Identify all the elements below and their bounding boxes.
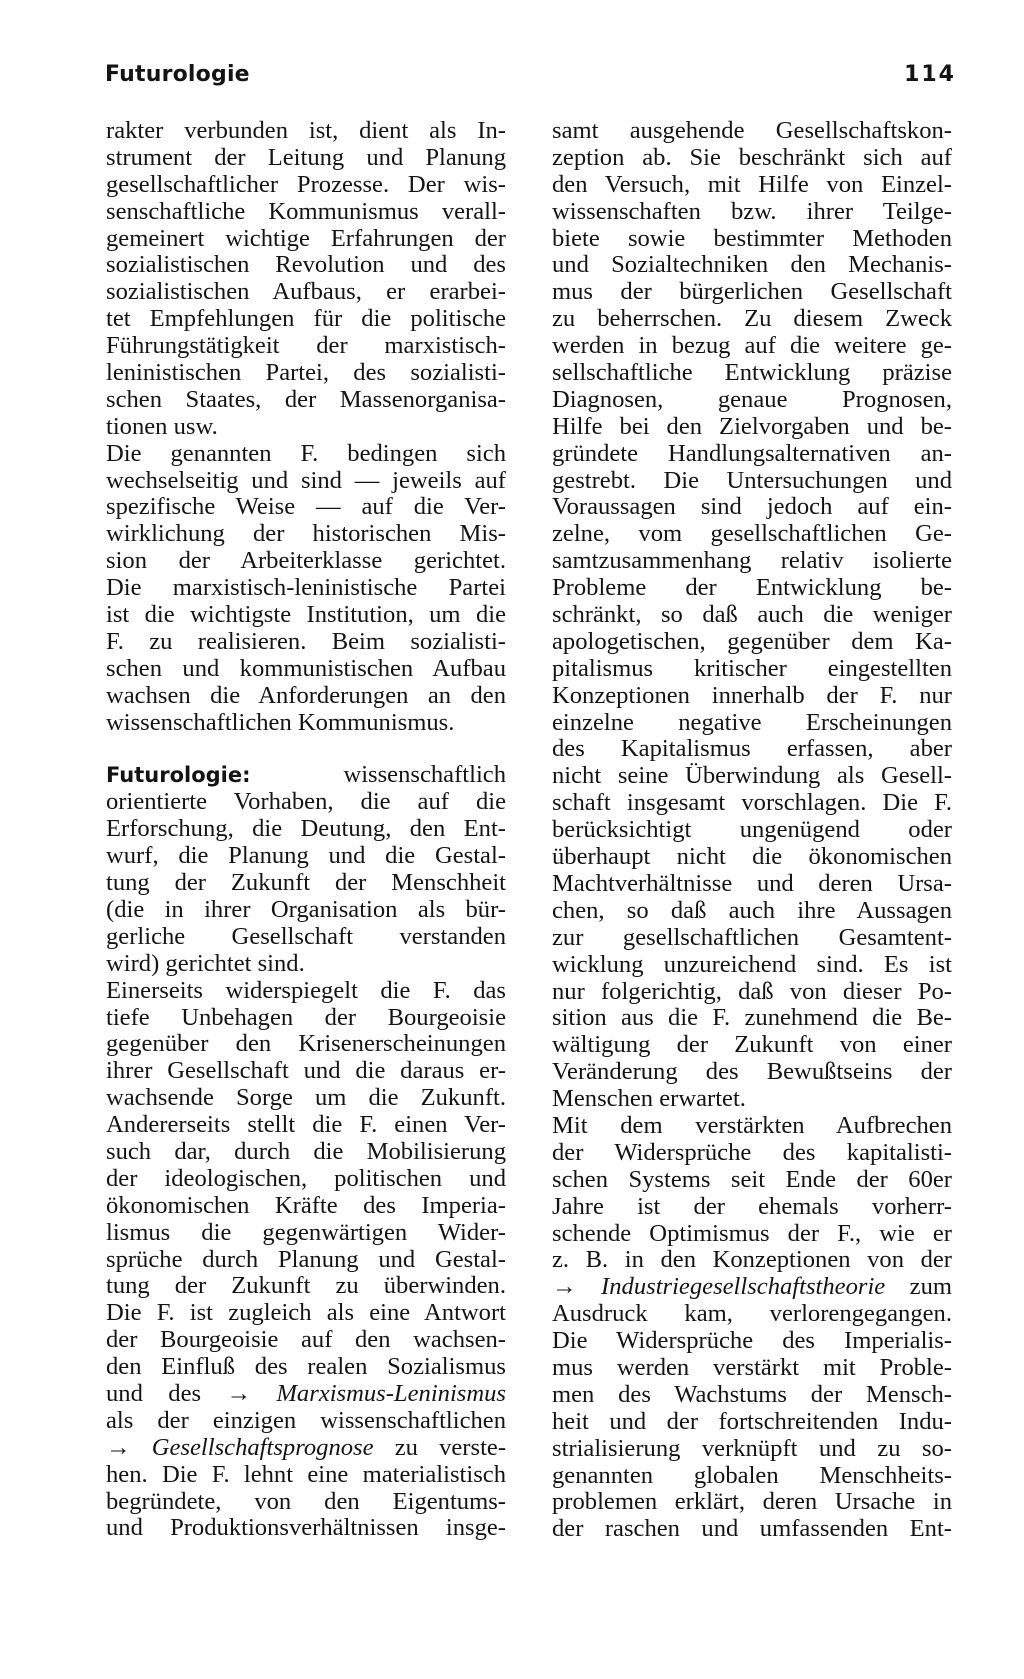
text-line: überhaupt nicht die ökonomischen xyxy=(552,843,952,871)
text-line: strument der Leitung und Planung xyxy=(106,143,506,171)
text-line: Konzeptionen innerhalb der F. nur xyxy=(552,681,952,709)
text-line: Erforschung, die Deutung, den Ent- xyxy=(106,815,506,843)
text-line: genannten globalen Menschheits- xyxy=(552,1461,952,1489)
text-line: tet Empfehlungen für die politische xyxy=(106,305,506,333)
text-line: tiefe Unbehagen der Bourgeoisie xyxy=(106,1003,506,1031)
text-line: schränkt, so daß auch die weniger xyxy=(552,601,952,629)
text-line: Die genannten F. bedingen sich xyxy=(106,439,506,467)
text-line: gerliche Gesellschaft verstanden xyxy=(106,922,506,950)
text-line: berücksichtigt ungenügend oder xyxy=(552,816,952,844)
text-line: Hilfe bei den Zielvorgaben und be- xyxy=(552,412,952,440)
text-line: spezifische Weise — auf die Ver- xyxy=(106,493,506,521)
text-line: Mit dem verstärkten Aufbrechen xyxy=(552,1111,952,1139)
text-line: ihrer Gesellschaft und die daraus er- xyxy=(106,1057,506,1085)
text-line: sellschaftliche Entwicklung präzise xyxy=(552,359,952,387)
text-line: such dar, durch die Mobilisierung xyxy=(106,1137,506,1165)
text-line: Andererseits stellt die F. einen Ver- xyxy=(106,1111,506,1139)
text-line: chen, so daß auch ihre Aussagen xyxy=(552,896,952,924)
text-line: pitalismus kritischer eingestellten xyxy=(552,654,952,682)
text-line: rakter verbunden ist, dient als In- xyxy=(106,117,506,144)
text-line: wissenschaftlichen Kommunismus. xyxy=(106,708,455,736)
text-line: der Widersprüche des kapitalisti- xyxy=(552,1138,952,1166)
text-line: samtzusammenhang relativ isolierte xyxy=(552,547,952,575)
text-line: biete sowie bestimmter Methoden xyxy=(552,224,952,252)
text-line: schen Staates, der Massenorganisa- xyxy=(106,385,506,413)
text-line: gemeinert wichtige Erfahrungen der xyxy=(106,224,506,252)
text-line: samt ausgehende Gesellschaftskon- xyxy=(552,117,952,144)
text-line: der raschen und umfassenden Ent- xyxy=(552,1515,952,1543)
arrow-icon: → xyxy=(552,1273,577,1301)
text-line: ökonomischen Kräfte des Imperia- xyxy=(106,1191,506,1219)
text-line: problemen erklärt, deren Ursache in xyxy=(552,1488,952,1516)
right-column xyxy=(552,118,952,1543)
text-line: Ausdruck kam, verlorengegangen. xyxy=(552,1300,952,1328)
text-line: werden in bezug auf die weitere ge- xyxy=(552,332,952,360)
text-line: Machtverhältnisse und deren Ursa- xyxy=(552,869,952,897)
text-line: senschaftliche Kommunismus verall- xyxy=(106,197,506,225)
text-line: z. B. in den Konzeptionen von der xyxy=(552,1246,952,1274)
running-header-title: Futurologie xyxy=(105,62,250,87)
text-line: Die Widersprüche des Imperialis- xyxy=(552,1327,952,1355)
text-line: heit und der fortschreitenden Indu- xyxy=(552,1407,952,1435)
text-line: wältigung der Zukunft von einer xyxy=(552,1031,952,1059)
text-line: wissenschaften bzw. ihrer Teilge- xyxy=(552,197,952,225)
text-line: sozialistischen Revolution und des xyxy=(106,251,506,279)
paragraph-gap xyxy=(106,736,506,762)
text-line xyxy=(552,1274,952,1301)
text-line: einzelne negative Erscheinungen xyxy=(552,708,952,736)
text-line: men des Wachstums der Mensch- xyxy=(552,1380,952,1408)
text-line: zeption ab. Sie beschränkt sich auf xyxy=(552,143,952,171)
text-line: hen. Die F. lehnt eine materialistisch xyxy=(106,1460,506,1488)
text-line: schende Optimismus der F., wie er xyxy=(552,1219,952,1247)
text-line: Voraussagen sind jedoch auf ein- xyxy=(552,493,952,521)
text-line: mus der bürgerlichen Gesellschaft xyxy=(552,278,952,306)
text-line: tung der Zukunft zu überwinden. xyxy=(106,1272,506,1300)
text-line: F. zu realisieren. Beim sozialisti- xyxy=(106,627,506,655)
text-line: sozialistischen Aufbaus, er erarbei- xyxy=(106,278,506,306)
arrow-icon: → xyxy=(226,1379,252,1407)
cross-reference-link[interactable]: Marxismus-Leninismus xyxy=(276,1379,506,1407)
text-line: schaft insgesamt vorschlagen. Die F. xyxy=(552,789,952,817)
text-line: lismus die gegenwärtigen Wider- xyxy=(106,1218,506,1246)
text-line: der ideologischen, politischen und xyxy=(106,1164,506,1192)
text-line: gründete Handlungsalternativen an- xyxy=(552,439,952,467)
text-line: Probleme der Entwicklung be- xyxy=(552,574,952,602)
text-line: wicklung unzureichend sind. Es ist xyxy=(552,950,952,978)
text-line: zelne, vom gesellschaftlichen Ge- xyxy=(552,520,952,548)
text-line: schen und kommunistischen Aufbau xyxy=(106,654,506,682)
text-run: wissenschaftlich xyxy=(343,761,506,789)
text-line: der Bourgeoisie auf den wachsen- xyxy=(106,1326,506,1354)
text-line: apologetischen, gegenüber dem Ka- xyxy=(552,627,952,655)
text-line: nur folgerichtig, daß von dieser Po- xyxy=(552,977,952,1005)
text-run: zum xyxy=(909,1273,952,1301)
text-line: Diagnosen, genaue Prognosen, xyxy=(552,385,952,413)
text-line: wurf, die Planung und die Gestal- xyxy=(106,842,506,870)
text-line: zu beherrschen. Zu diesem Zweck xyxy=(552,305,952,333)
text-line: tung der Zukunft der Menschheit xyxy=(106,869,506,897)
text-line: gegenüber den Krisenerscheinungen xyxy=(106,1030,506,1058)
text-line xyxy=(106,762,506,789)
text-line: Die marxistisch-leninistische Partei xyxy=(106,574,506,602)
text-line: Führungstätigkeit der marxistisch- xyxy=(106,332,506,360)
text-line: tionen usw. xyxy=(106,412,218,440)
text-line: mus werden verstärkt mit Proble- xyxy=(552,1353,952,1381)
cross-reference-link[interactable]: Gesellschaftsprognose xyxy=(151,1433,374,1461)
text-line: zur gesellschaftlichen Gesamtent- xyxy=(552,923,952,951)
text-line: Menschen erwartet. xyxy=(552,1085,746,1113)
text-line: sion der Arbeiterklasse gerichtet. xyxy=(106,547,506,575)
text-line: sprüche durch Planung und Gestal- xyxy=(106,1245,506,1273)
text-line: wachsen die Anforderungen an den xyxy=(106,681,506,709)
text-line: gesellschaftlicher Prozesse. Der wis- xyxy=(106,170,506,198)
page-number: 114 xyxy=(904,62,956,87)
cross-reference-link[interactable]: Industriegesellschaftstheorie xyxy=(601,1273,886,1301)
text-line xyxy=(106,1435,506,1462)
text-line: wird) gerichtet sind. xyxy=(106,949,305,977)
text-line: den Versuch, mit Hilfe von Einzel- xyxy=(552,170,952,198)
text-line: (die in ihrer Organisation als bür- xyxy=(106,895,506,923)
arrow-icon: → xyxy=(106,1433,131,1461)
left-column xyxy=(106,118,506,1542)
text-line: ist die wichtigste Institution, um die xyxy=(106,601,506,629)
text-line: Veränderung des Bewußtseins der xyxy=(552,1058,952,1086)
text-line: strialisierung verknüpft und zu so- xyxy=(552,1434,952,1462)
text-line: und Sozialtechniken den Mechanis- xyxy=(552,251,952,279)
text-line: als der einzigen wissenschaftlichen xyxy=(106,1406,506,1434)
text-run: und des xyxy=(106,1379,202,1407)
text-line xyxy=(106,1381,506,1408)
text-line: Jahre ist der ehemals vorherr- xyxy=(552,1192,952,1220)
text-line: und Produktionsverhältnissen insge- xyxy=(106,1514,506,1542)
text-line: wechselseitig und sind — jeweils auf xyxy=(106,466,506,494)
text-line: wachsende Sorge um die Zukunft. xyxy=(106,1084,506,1112)
text-line: schen Systems seit Ende der 60er xyxy=(552,1165,952,1193)
text-line: nicht seine Überwindung als Gesell- xyxy=(552,762,952,790)
text-line: leninistischen Partei, des sozialisti- xyxy=(106,359,506,387)
text-line: begründete, von den Eigentums- xyxy=(106,1487,506,1515)
text-line: des Kapitalismus erfassen, aber xyxy=(552,735,952,763)
text-line: wirklichung der historischen Mis- xyxy=(106,520,506,548)
text-line: orientierte Vorhaben, die auf die xyxy=(106,788,506,816)
text-line: den Einfluß des realen Sozialismus xyxy=(106,1353,506,1381)
entry-term: Futurologie: xyxy=(106,763,251,788)
text-line: Die F. ist zugleich als eine Antwort xyxy=(106,1299,506,1327)
text-line: gestrebt. Die Untersuchungen und xyxy=(552,466,952,494)
text-line: sition aus die F. zunehmend die Be- xyxy=(552,1004,952,1032)
text-run: zu verste- xyxy=(394,1433,507,1461)
text-line: Einerseits widerspiegelt die F. das xyxy=(106,976,506,1004)
